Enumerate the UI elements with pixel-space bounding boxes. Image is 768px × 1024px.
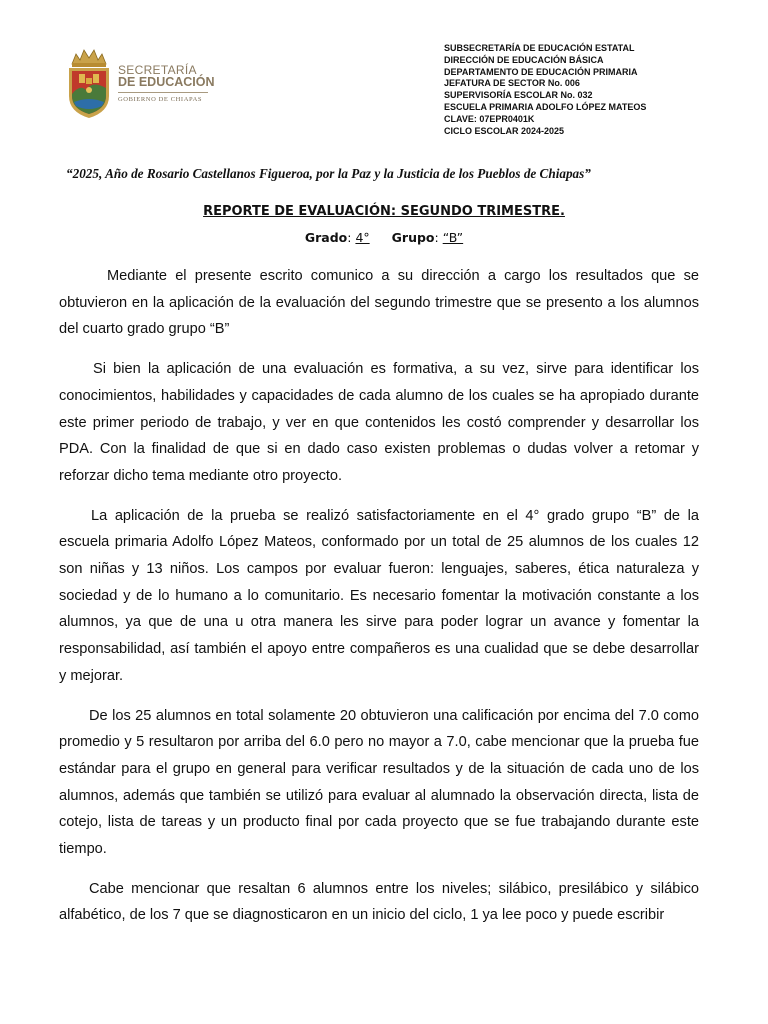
paragraph-formative: Si bien la aplicación de una evaluación es formativa, a su vez, sirve para identificar los conocimientos, habilidades y capacidades de cada alumno de los cuales se ha apropiado durante este primer periodo de trabajo, y ver en que contenidos les costó comprender y desarrollar los PDA. Con la finalidad de que si en dado caso existen problemas o dudas volver a retomar y reforzar dicho tema mediante otro proyecto. bbox=[59, 361, 699, 484]
grade-group-line bbox=[0, 230, 768, 245]
header-line-ciclo: CICLO ESCOLAR 2024-2025 bbox=[444, 125, 565, 136]
grupo-label: Grupo bbox=[391, 230, 435, 245]
logo-de-educacion-text: DE EDUCACIÓN bbox=[118, 75, 215, 89]
grado-colon: : bbox=[347, 230, 356, 245]
header-line-departamento: DEPARTAMENTO DE EDUCACIÓN PRIMARIA bbox=[444, 66, 638, 77]
grado-label: Grado bbox=[304, 230, 348, 245]
grupo-colon: : bbox=[434, 230, 443, 245]
header-line-direccion: DIRECCIÓN DE EDUCACIÓN BÁSICA bbox=[444, 54, 604, 65]
header-line-subsecretaria: SUBSECRETARÍA DE EDUCACIÓN ESTATAL bbox=[444, 43, 635, 53]
header-line-clave: CLAVE: 07EPR0401K bbox=[444, 113, 535, 124]
paragraph-application: La aplicación de la prueba se realizó satisfactoriamente en el 4° grado grupo “B” de la escuela primaria Adolfo López Mateos, conformado por un total de 25 alumnos de los cuales 12 son niñas y 13 niños. Los campos por evaluar fueron: lenguajes, saberes, ética naturaleza y sociedad y de lo humano a lo comunitario. Es necesario fomentar la motivación constante a los alumnos, ya que de una u otra manera les sirve para poder lograr un avance y fomentar la responsabilidad, así también el apoyo entre compañeros es una cualidad que se debe desarrollar y mejorar. bbox=[59, 507, 699, 684]
logo-gobierno-text: GOBIERNO DE CHIAPAS bbox=[118, 96, 203, 103]
logo-secretaria-text: SECRETARÍA bbox=[118, 63, 197, 77]
header-line-jefatura: JEFATURA DE SECTOR No. 006 bbox=[444, 78, 580, 89]
grado-value: 4° bbox=[355, 230, 370, 245]
logo-divider bbox=[118, 92, 208, 93]
grupo-value: “B” bbox=[442, 230, 464, 245]
paragraph-levels: Cabe mencionar que resaltan 6 alumnos entre los niveles; silábico, presilábico y silábico alfabético, de los 7 que se diagnosticaron en un inicio del ciclo, 1 ya lee poco y puede escribir bbox=[59, 880, 699, 924]
secretaria-logo bbox=[66, 46, 216, 120]
chiapas-coat-of-arms-icon bbox=[66, 46, 112, 120]
year-motto: “2025, Año de Rosario Castellanos Figueroa, por la Paz y la Justicia de los Pueblos de Chiapas” bbox=[66, 166, 591, 181]
paragraph-intro: Mediante el presente escrito comunico a su dirección a cargo los resultados que se obtuvieron en la aplicación de la evaluación del segundo trimestre que se presento a los alumnos del cuarto grado grupo “B” bbox=[59, 268, 699, 338]
paragraph-results: De los 25 alumnos en total solamente 20 obtuvieron una calificación por encima del 7.0 como promedio y 5 resultaron por arriba del 6.0 pero no mayor a 7.0, cabe mencionar que la prueba fue estándar para el grupo en general para verificar resultados y de la situación de cada uno de los alumnos, además que también se utilizó para evaluar al alumnado la observación directa, lista de cotejo, lista de tareas y un producto final por cada proyecto que se fue trabajando durante este tiempo. bbox=[59, 707, 699, 858]
document-title: REPORTE DE EVALUACIÓN: SEGUNDO TRIMESTRE. bbox=[203, 204, 565, 219]
header-line-supervisoria: SUPERVISORÍA ESCOLAR No. 032 bbox=[444, 90, 593, 101]
logo-text bbox=[118, 64, 215, 104]
report-body bbox=[59, 263, 699, 942]
institution-header bbox=[444, 43, 744, 137]
header-line-escuela: ESCUELA PRIMARIA ADOLFO LÓPEZ MATEOS bbox=[444, 101, 647, 112]
